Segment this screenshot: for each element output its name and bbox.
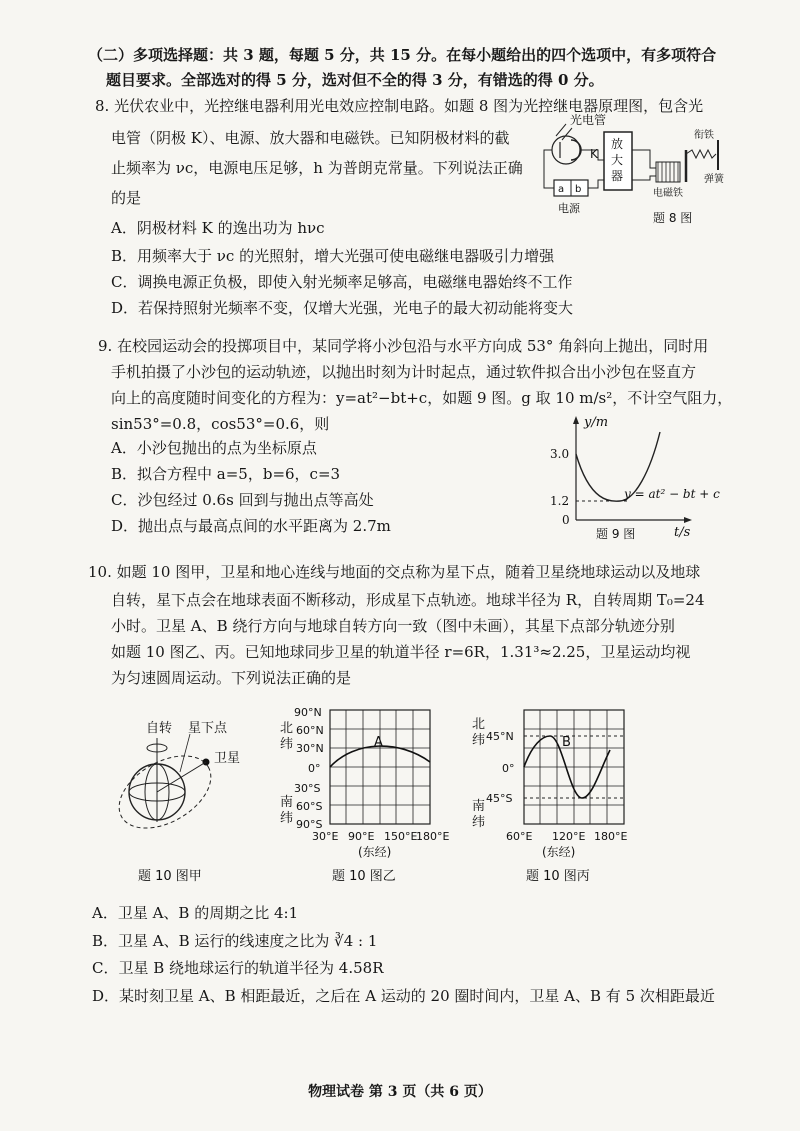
q10-figure-c bbox=[470, 700, 640, 890]
q9-fig-origin: 0 bbox=[562, 513, 570, 527]
q10-figb-grid-lines bbox=[330, 710, 430, 824]
q9-fig-x-arrow bbox=[684, 517, 692, 523]
q10-figc-lon-120: 120°E bbox=[552, 830, 586, 843]
q10-figc-grid-lines bbox=[524, 710, 624, 824]
section-header-line1: （二）多项选择题：共 3 题，每题 5 分，共 15 分。在每小题给出的四个选项中，有多项符合 bbox=[88, 46, 717, 64]
q8-fig-light-ray bbox=[556, 124, 566, 136]
page-footer: 物理试卷 第 3 页（共 6 页） bbox=[308, 1084, 492, 1100]
q8-fig-amp-char3: 器 bbox=[611, 169, 624, 183]
q10-figb-south-1: 南 bbox=[280, 795, 294, 810]
q10-figc-lon-unit: (东经) bbox=[542, 845, 576, 859]
q10-option-a: A．卫星 A、B 的周期之比 4:1 bbox=[92, 904, 299, 922]
q10-figb-lat-30n: 30°N bbox=[296, 742, 324, 755]
q10-figb-north-1: 北 bbox=[280, 721, 294, 736]
q9-option-b: B．拟合方程中 a=5，b=6，c=3 bbox=[111, 465, 341, 483]
q10-text-line4: 如题 10 图乙、丙。已知地球同步卫星的轨道半径 r=6R，1.31³≈2.25，卫星运动均视 bbox=[111, 643, 691, 661]
q9-fig-x-label: t/s bbox=[674, 525, 691, 540]
q8-option-a: A．阴极材料 K 的逸出功为 hνc bbox=[111, 219, 325, 237]
q10-figb-caption: 题 10 图乙 bbox=[332, 869, 396, 884]
q8-fig-wire bbox=[588, 180, 604, 188]
q8-fig-amp-char1: 放 bbox=[611, 137, 624, 151]
q8-fig-terminal-a: a bbox=[558, 184, 565, 195]
q10-figc-lat-45s: 45°S bbox=[486, 792, 513, 805]
q9-option-c: C．沙包经过 0.6s 回到与抛出点等高处 bbox=[111, 491, 374, 509]
q9-text-line2: 手机拍摄了小沙包的运动轨迹，以抛出时刻为计时起点，通过软件拟合出小沙包在竖直方 bbox=[111, 363, 697, 381]
q8-fig-light-ray bbox=[562, 128, 572, 140]
q10-figb-lat-90n: 90°N bbox=[294, 706, 322, 719]
q10-text-line5: 为匀速圆周运动。下列说法正确的是 bbox=[111, 669, 352, 687]
q10-figb-north-2: 纬 bbox=[280, 737, 294, 752]
q8-option-b: B．用频率大于 νc 的光照射，增大光强可使电磁继电器吸引力增强 bbox=[111, 247, 555, 265]
q10-figb-lat-60n: 60°N bbox=[296, 724, 324, 737]
q10-figure-b bbox=[270, 700, 450, 890]
q10-text-line2: 自转，星下点会在地球表面不断移动，形成星下点轨迹。地球半径为 R，自转周期 T₀=24 bbox=[111, 591, 705, 609]
q8-figure bbox=[538, 110, 738, 230]
q10-option-b: B．卫星 A、B 运行的线速度之比为 ∛4 : 1 bbox=[92, 932, 378, 950]
q8-fig-wire bbox=[632, 150, 656, 168]
q10-figb-lon-90: 90°E bbox=[348, 830, 375, 843]
q10-figc-lat-0: 0° bbox=[502, 762, 515, 775]
q9-fig-y-arrow bbox=[573, 416, 579, 424]
q10-figc-lon-180: 180°E bbox=[594, 830, 628, 843]
q8-fig-iron-label: 衔铁 bbox=[694, 130, 714, 141]
q10-figc-north-1: 北 bbox=[472, 717, 486, 732]
q10-figc-south-1: 南 bbox=[472, 799, 486, 814]
q10-figb-south-2: 纬 bbox=[280, 811, 294, 826]
q8-fig-coil bbox=[658, 162, 678, 182]
q10-figb-curve-label: A bbox=[374, 735, 383, 750]
q10-text-line1: 10. 如题 10 图甲，卫星和地心连线与地面的交点称为星下点，随着卫星绕地球运动以及地球 bbox=[88, 563, 701, 581]
q10-option-c: C．卫星 B 绕地球运行的轨道半径为 4.58R bbox=[92, 959, 384, 977]
q10-figb-lon-180: 180°E bbox=[416, 830, 450, 843]
q9-fig-caption: 题 9 图 bbox=[596, 527, 636, 541]
q10-figb-lat-30s: 30°S bbox=[294, 782, 321, 795]
q8-text-line4: 的是 bbox=[111, 189, 142, 207]
q9-option-a: A．小沙包抛出的点为坐标原点 bbox=[111, 439, 317, 457]
q10-figb-lon-unit: (东经) bbox=[358, 845, 392, 859]
q9-fig-y-tick-3: 3.0 bbox=[550, 447, 570, 461]
q8-fig-terminal-b: b bbox=[575, 184, 582, 195]
q8-fig-spring-label: 弹簧 bbox=[704, 174, 724, 185]
q10-figb-lat-0: 0° bbox=[308, 762, 321, 775]
q10-option-d: D．某时刻卫星 A、B 相距最近，之后在 A 运动的 20 圈时间内，卫星 A、B 有 5 次相距最近 bbox=[92, 987, 715, 1005]
q9-fig-y-tick-1-2: 1.2 bbox=[550, 494, 570, 508]
q10-figc-lon-60: 60°E bbox=[506, 830, 533, 843]
q10-figa-caption: 题 10 图甲 bbox=[138, 869, 202, 884]
q10-figa-rotation-label: 自转 bbox=[146, 721, 173, 736]
q8-fig-amp-char2: 大 bbox=[611, 153, 624, 167]
q8-fig-wire bbox=[544, 150, 554, 188]
q10-figb-lon-150: 150°E bbox=[384, 830, 418, 843]
q10-figb-lat-60s: 60°S bbox=[296, 800, 323, 813]
q10-figc-curve-label: B bbox=[562, 735, 571, 750]
q9-fig-y-label: y/m bbox=[584, 415, 609, 430]
q8-fig-source-label: 电源 bbox=[558, 202, 580, 215]
q9-fig-equation: y = at² − bt + c bbox=[624, 487, 720, 501]
q8-fig-k-label: K bbox=[590, 147, 598, 161]
q8-fig-wire bbox=[632, 176, 656, 180]
q10-figa-orbit bbox=[107, 741, 224, 843]
q8-fig-caption: 题 8 图 bbox=[653, 211, 693, 225]
q8-text-line3: 止频率为 νc，电源电压足够，h 为普朗克常量。下列说法正确 bbox=[111, 159, 523, 177]
section-header-line2: 题目要求。全部选对的得 5 分，选对但不全的得 3 分，有错选的得 0 分。 bbox=[106, 71, 604, 89]
q9-figure bbox=[540, 412, 720, 542]
q10-figa-satellite-label: 卫星 bbox=[214, 751, 241, 766]
q8-fig-phototube-label: 光电管 bbox=[570, 113, 607, 127]
q9-text-line4: sin53°=0.8，cos53°=0.6，则 bbox=[111, 415, 330, 433]
q10-figa-subpoint-label: 星下点 bbox=[188, 721, 228, 736]
q9-text-line1: 9. 在校园运动会的投掷项目中，某同学将小沙包沿与水平方向成 53° 角斜向上抛出，同时用 bbox=[98, 337, 709, 355]
q8-fig-phototube bbox=[552, 136, 580, 164]
q8-fig-electromagnet bbox=[656, 162, 680, 182]
q10-figc-caption: 题 10 图丙 bbox=[526, 869, 590, 884]
q9-text-line3: 向上的高度随时间变化的方程为：y=at²−bt+c，如题 9 图。g 取 10 m/s²，不计空气阻力， bbox=[111, 389, 733, 407]
q8-option-c: C．调换电源正负极，即使入射光频率足够高，电磁继电器始终不工作 bbox=[111, 273, 573, 291]
q10-figc-south-2: 纬 bbox=[472, 815, 486, 830]
q8-text-line1: 8. 光伏农业中，光控继电器利用光电效应控制电路。如题 8 图为光控继电器原理图，包含光 bbox=[95, 97, 704, 115]
q10-figure-a bbox=[110, 712, 260, 892]
q8-text-line2: 电管（阴极 K）、电源、放大器和电磁铁。已知阴极材料的截 bbox=[111, 129, 510, 147]
q8-fig-spring bbox=[686, 150, 716, 158]
q10-text-line3: 小时。卫星 A、B 绕行方向与地球自转方向一致（图中未画），其星下点部分轨迹分别 bbox=[111, 617, 675, 635]
q10-figb-lon-30: 30°E bbox=[312, 830, 339, 843]
q10-figb-lat-90s: 90°S bbox=[296, 818, 323, 831]
q10-figc-north-2: 纬 bbox=[472, 733, 486, 748]
q8-fig-magnet-label: 电磁铁 bbox=[653, 188, 683, 199]
q10-figa-pointer bbox=[180, 734, 190, 772]
q10-figc-lat-45n: 45°N bbox=[486, 730, 514, 743]
q9-option-d: D．抛出点与最高点间的水平距离为 2.7m bbox=[111, 517, 391, 535]
q8-option-d: D．若保持照射光频率不变，仅增大光强，光电子的最大初动能将变大 bbox=[111, 299, 574, 317]
